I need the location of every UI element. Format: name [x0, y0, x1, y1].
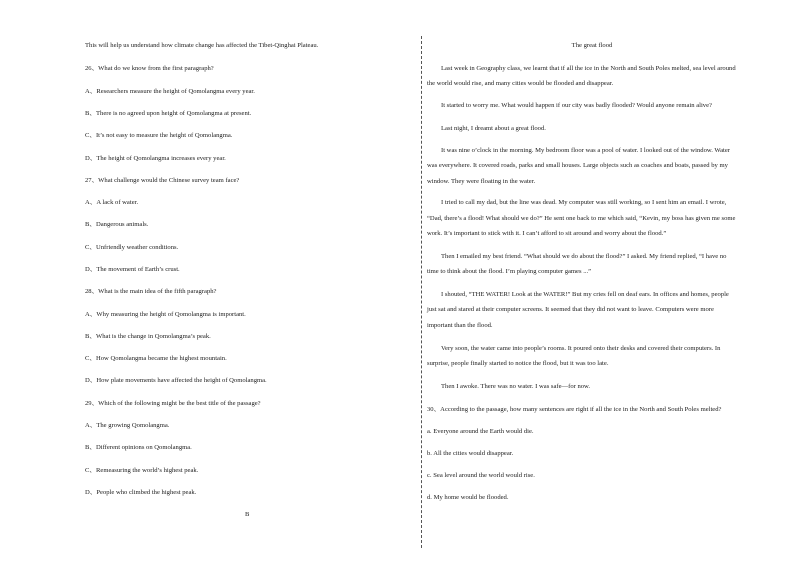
option-28-b: B、What is the change in Qomolangma’s peak.: [85, 333, 211, 340]
passage-line: surprise, people finally started to notice the flood, but it was too late.: [427, 360, 609, 367]
passage-line: Then I emailed my best friend. “What should we do about the flood?” I asked. My friend replied, “I have no: [441, 253, 727, 260]
option-26-d: D、The height of Qomolangma increases every year.: [85, 155, 226, 162]
passage-line: Last night, I dreamt about a great flood.: [441, 125, 546, 132]
statement-d: d. My home would be flooded.: [427, 494, 509, 501]
page-marker: B: [245, 511, 250, 518]
question-29: 29、Which of the following might be the best title of the passage?: [85, 400, 261, 407]
option-29-d: D、People who climbed the highest peak.: [85, 489, 197, 496]
passage-line: It was nine o’clock in the morning. My bedroom floor was a pool of water. I looked out of the window. Water: [441, 147, 730, 154]
passage-line: Then I awoke. There was no water. I was safe—for now.: [441, 383, 591, 390]
option-27-b: B、Dangerous animals.: [85, 221, 149, 228]
passage-line: “Dad, there’s a flood! What should we do?” He sent one back to me which said, “Kevin, my boss has given me some: [427, 215, 736, 222]
passage-line: important than the flood.: [427, 322, 493, 329]
option-28-c: C、How Qomolangma became the highest mountain.: [85, 355, 227, 362]
option-28-a: A、Why measuring the height of Qomolangma is important.: [85, 311, 246, 318]
option-26-b: B、There is no agreed upon height of Qomolangma at present.: [85, 110, 252, 117]
option-29-c: C、Remeasuring the world’s highest peak.: [85, 467, 199, 474]
option-27-c: C、Unfriendly weather conditions.: [85, 244, 179, 251]
passage-line: work. It’s important to stick with it. I can’t afford to sit around and worry about the flood.”: [427, 230, 667, 237]
option-26-c: C、It’s not easy to measure the height of Qomolangma.: [85, 132, 233, 139]
question-27: 27、What challenge would the Chinese survey team face?: [85, 177, 240, 184]
question-30: 30、According to the passage, how many sentences are right if all the ice in the North and South Poles melted?: [427, 406, 722, 413]
statement-c: c. Sea level around the world would rise.: [427, 472, 535, 479]
passage-line: Last week in Geography class, we learnt that if all the ice in the North and South Poles melted, sea level around: [441, 65, 736, 72]
question-28: 28、What is the main idea of the fifth paragraph?: [85, 288, 217, 295]
passage-line: time to think about the flood. I’m playing computer games ...”: [427, 268, 592, 275]
option-26-a: A、Researchers measure the height of Qomolangma every year.: [85, 88, 255, 95]
passage-line: was everywhere. It covered roads, parks and small houses. Large objects such as coaches and boats, passed by my: [427, 162, 728, 169]
statement-b: b. All the cities would disappear.: [427, 450, 514, 457]
passage-title: The great flood: [571, 42, 613, 49]
statement-a: a. Everyone around the Earth would die.: [427, 428, 534, 435]
passage-line: I tried to call my dad, but the line was dead. My computer was still working, so I sent him an email. I wrote,: [441, 199, 727, 206]
option-27-d: D、The movement of Earth’s crust.: [85, 266, 180, 273]
passage-line: the world would rise, and many cities would be flooded and disappear.: [427, 80, 614, 87]
option-29-a: A、The growing Qomolangma.: [85, 422, 170, 429]
passage-line: I shouted, “THE WATER! Look at the WATER!” But my cries fell on deaf ears. In offices and homes, people: [441, 291, 729, 298]
passage-line: It started to worry me. What would happen if our city was badly flooded? Would anyone remain alive?: [441, 102, 712, 109]
option-28-d: D、How plate movements have affected the height of Qomolangma.: [85, 377, 267, 384]
passage-line: window. They were floating in the water.: [427, 178, 536, 185]
option-29-b: B、Different opinions on Qomolangma.: [85, 444, 192, 451]
option-27-a: A、A lack of water.: [85, 199, 139, 206]
passage-line: Very soon, the water came into people’s rooms. It poured onto their desks and covered their computers. In: [441, 345, 721, 352]
passage-line: just sat and stared at their computer screens. It seemed that they did not want to leave. Computers were more: [427, 306, 714, 313]
passage-closing-sentence: This will help us understand how climate change has affected the Tibet-Qinghai Plateau.: [85, 42, 319, 49]
column-divider: [421, 36, 422, 548]
question-26: 26、What do we know from the first paragraph?: [85, 65, 214, 72]
